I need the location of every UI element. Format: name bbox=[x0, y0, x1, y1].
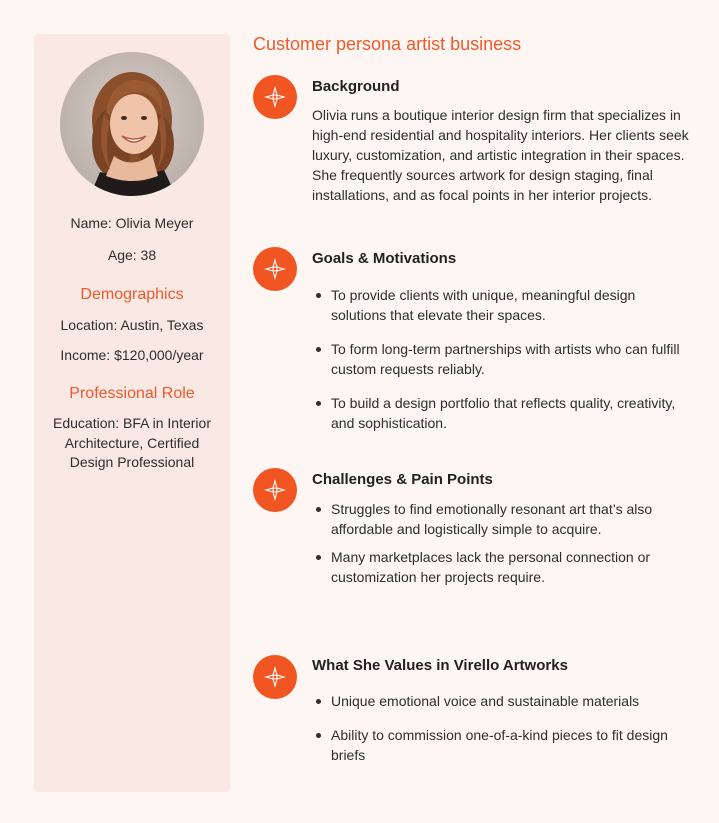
background-text: Olivia runs a boutique interior design firm that specializes in high-end residential and hospitality interiors. Her clients seek luxury, customization, and artistic integration in their spaces. She frequently sources artwork for design staging, final installations, and as focal points in her interior projects. bbox=[312, 107, 689, 203]
list-item: To form long-term partnerships with artists who can fulfill custom requests reliably. bbox=[312, 339, 692, 379]
flourish-icon bbox=[253, 468, 297, 512]
list-item: Many marketplaces lack the personal connection or customization her projects require. bbox=[312, 547, 692, 587]
persona-name: Name: Olivia Meyer bbox=[70, 215, 194, 231]
list-item: To build a design portfolio that reflects quality, creativity, and sophistication. bbox=[312, 393, 692, 433]
profile-sidebar bbox=[34, 34, 230, 792]
values-heading: What She Values in Virello Artworks bbox=[312, 657, 568, 674]
demographics-heading: Demographics bbox=[80, 286, 184, 303]
list-item: Ability to commission one-of-a-kind pieces to fit design briefs bbox=[312, 725, 692, 765]
page-title: Customer persona artist business bbox=[253, 34, 522, 54]
challenges-heading: Challenges & Pain Points bbox=[312, 471, 493, 488]
persona-age: Age: 38 bbox=[107, 247, 157, 263]
challenges-list bbox=[312, 499, 692, 587]
values-list bbox=[312, 691, 692, 765]
list-item: Unique emotional voice and sustainable materials bbox=[312, 691, 692, 711]
flourish-icon bbox=[253, 655, 297, 699]
goals-list bbox=[312, 285, 692, 433]
flourish-icon bbox=[253, 247, 297, 291]
persona-income: Income: $120,000/year bbox=[60, 347, 204, 363]
list-item: To provide clients with unique, meaningful design solutions that elevate their spaces. bbox=[312, 285, 692, 325]
avatar bbox=[60, 52, 204, 196]
background-heading: Background bbox=[312, 78, 400, 95]
portrait-image bbox=[60, 52, 204, 196]
professional-role-heading: Professional Role bbox=[69, 385, 195, 402]
list-item: Struggles to find emotionally resonant art that’s also affordable and logistically simple to acquire. bbox=[312, 499, 692, 539]
goals-heading: Goals & Motivations bbox=[312, 250, 457, 267]
persona-education: Education: BFA in Interior Architecture, Certified Design Professional bbox=[53, 415, 211, 470]
persona-location: Location: Austin, Texas bbox=[60, 317, 204, 333]
flourish-icon bbox=[253, 75, 297, 119]
